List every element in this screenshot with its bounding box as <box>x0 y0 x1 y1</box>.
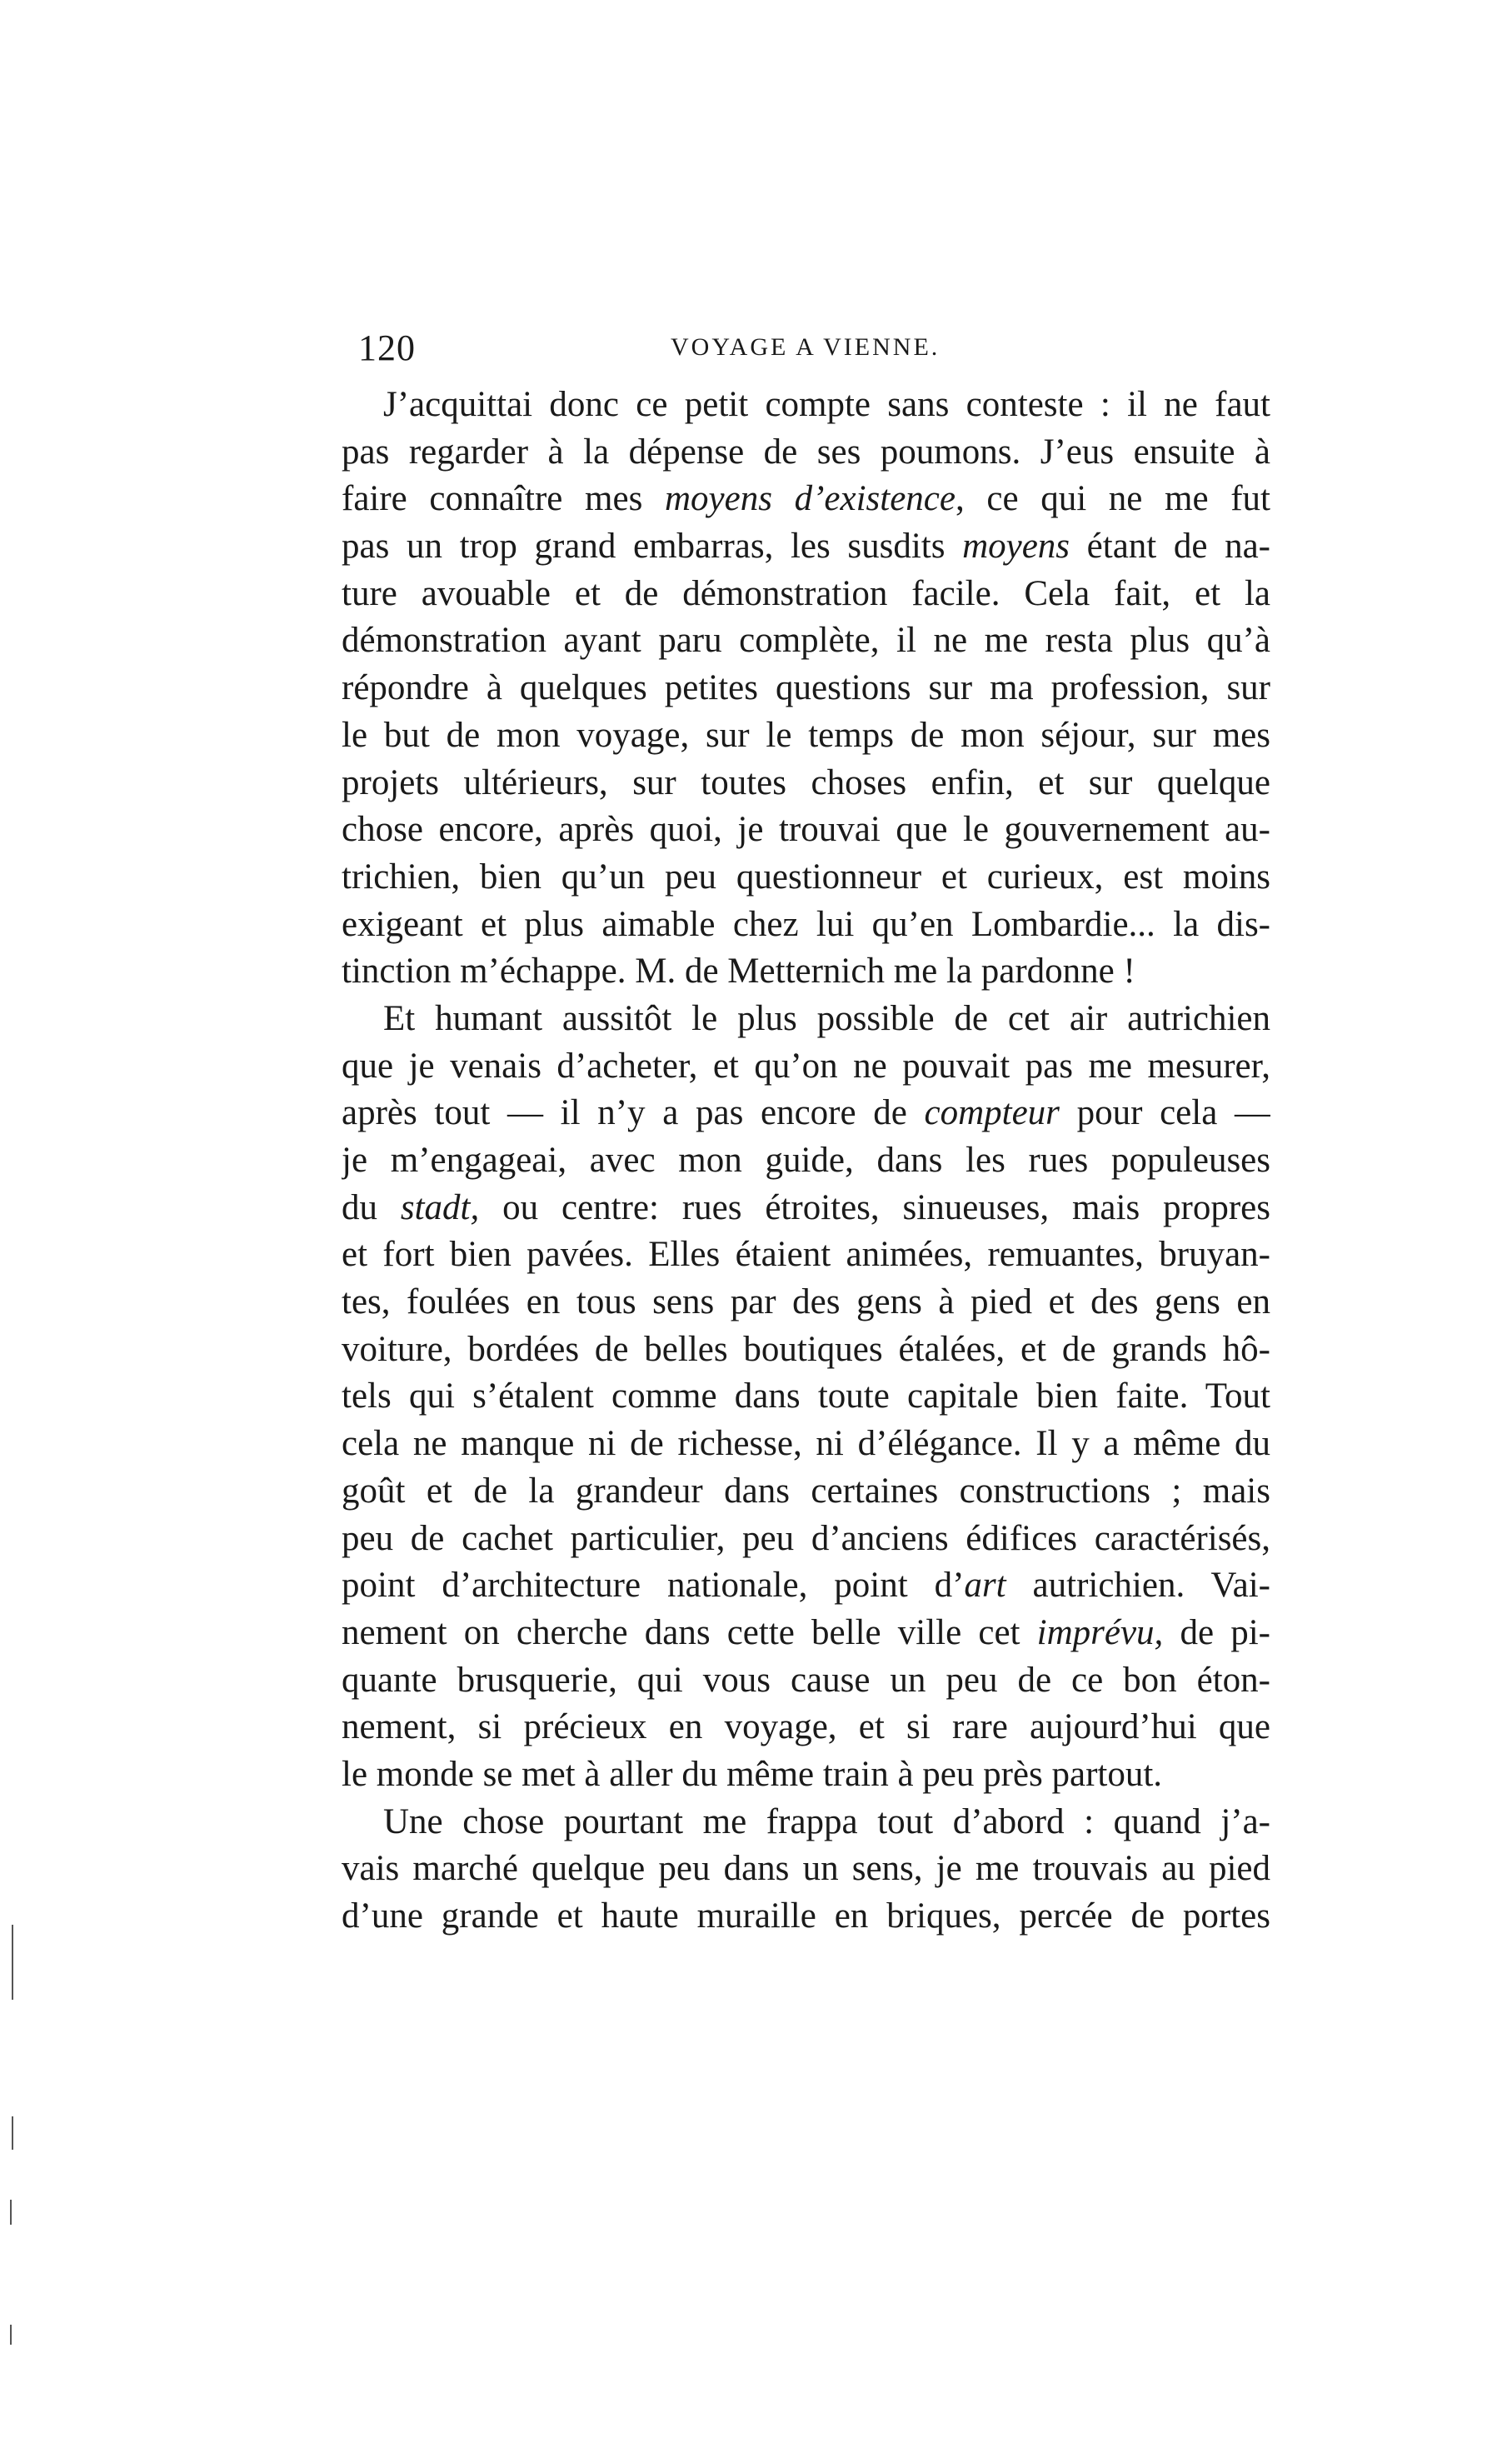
scan-artifact-mark <box>12 1925 13 2000</box>
text-run: le but de mon voyage, sur le temps de mon séjour, sur mes <box>342 715 1270 755</box>
text-line <box>342 854 1270 902</box>
text-line <box>342 948 1270 996</box>
text-line <box>342 1185 1270 1232</box>
text-run: voiture, bordées de belles boutiques étalées, et de grands hô- <box>342 1329 1270 1369</box>
text-run: quante brusquerie, qui vous cause un peu de ce bon éton- <box>342 1660 1270 1700</box>
text-line <box>342 476 1270 523</box>
text-line <box>342 1657 1270 1705</box>
text-line <box>342 902 1270 949</box>
text-line <box>342 617 1270 665</box>
running-title: VOYAGE A VIENNE. <box>671 333 941 361</box>
text-run: peu de cachet particulier, peu d’anciens édifices caractérisés, <box>342 1518 1270 1558</box>
italic-text-run: moyens d’existence <box>664 479 956 519</box>
text-run: ture avouable et de démonstration facile. Cela fait, et la <box>342 573 1270 613</box>
text-run: trichien, bien qu’un peu questionneur et curieux, est moins <box>342 857 1270 897</box>
text-line <box>342 1231 1270 1279</box>
text-line <box>342 712 1270 760</box>
text-run: ou centre: rues étroites, sinueuses, mais propres <box>479 1187 1270 1227</box>
text-run: faire connaître mes <box>342 479 665 519</box>
text-run: nement, si précieux en voyage, et si rare aujourd’hui que <box>342 1707 1270 1747</box>
text-line <box>342 1799 1270 1846</box>
text-run: après tout — il n’y a pas encore de <box>342 1093 925 1133</box>
text-run: cela ne manque ni de richesse, ni d’élégance. Il y a même du <box>342 1424 1270 1464</box>
text-line <box>342 807 1270 854</box>
italic-text-run: moyens <box>962 527 1070 567</box>
text-line <box>342 1516 1270 1563</box>
text-run: que je venais d’acheter, et qu’on ne pouvait pas me mesurer, <box>342 1046 1270 1086</box>
text-line <box>342 523 1270 571</box>
text-run: projets ultérieurs, sur toutes choses enfin, et sur quelque <box>342 762 1270 802</box>
text-run: le monde se met à aller du même train à peu près partout. <box>342 1754 1163 1794</box>
scan-artifact-mark <box>10 2325 12 2345</box>
text-run: je m’engageai, avec mon guide, dans les rues populeuses <box>342 1141 1270 1180</box>
text-run: pas regarder à la dépense de ses poumons. J’eus ensuite à <box>342 432 1270 472</box>
text-run: exigeant et plus aimable chez lui qu’en Lombardie... la dis- <box>342 904 1270 944</box>
text-line <box>342 1090 1270 1137</box>
text-run: pour cela — <box>1059 1093 1270 1133</box>
text-run: tinction m’échappe. M. de Metternich me la pardonne ! <box>342 952 1135 992</box>
page-number: 120 <box>358 327 416 368</box>
text-run: du <box>342 1187 401 1227</box>
text-run: chose encore, après quoi, je trouvai que le gouvernement au- <box>342 810 1270 850</box>
text-run: répondre à quelques petites questions sur ma profession, sur <box>342 668 1270 708</box>
text-line <box>342 1043 1270 1091</box>
text-run: nement on cherche dans cette belle ville cet <box>342 1612 1037 1652</box>
text-line <box>342 1704 1270 1751</box>
text-run: vais marché quelque peu dans un sens, je me trouvais au pied <box>342 1849 1270 1889</box>
text-run: goût et de la grandeur dans certaines constructions ; mais <box>342 1471 1270 1511</box>
text-line <box>342 996 1270 1043</box>
text-run: démonstration ayant paru complète, il ne me resta plus qu’à <box>342 621 1270 661</box>
text-run: Et humant aussitôt le plus possible de cet air autrichien <box>383 998 1270 1038</box>
italic-text-run: art <box>964 1566 1006 1606</box>
italic-text-run: imprévu, <box>1036 1612 1164 1652</box>
text-line <box>342 1751 1270 1799</box>
text-line <box>342 1893 1270 1941</box>
text-line <box>342 1137 1270 1185</box>
text-line <box>342 665 1270 712</box>
text-line <box>342 1846 1270 1893</box>
text-line <box>342 1562 1270 1610</box>
text-line <box>342 571 1270 618</box>
text-line <box>342 382 1270 429</box>
text-line <box>342 429 1270 477</box>
page-header <box>358 327 1275 377</box>
text-run: J’acquittai donc ce petit compte sans conteste : il ne faut <box>383 385 1270 424</box>
text-line <box>342 1326 1270 1374</box>
text-run: étant de na- <box>1070 527 1270 567</box>
text-line <box>342 1421 1270 1468</box>
text-run: pas un trop grand embarras, les susdits <box>342 527 963 567</box>
italic-text-run: compteur <box>924 1093 1060 1133</box>
scan-artifact-mark <box>12 2116 13 2150</box>
text-line <box>342 1468 1270 1516</box>
text-run: point d’architecture nationale, point d’ <box>342 1566 965 1606</box>
text-run: tels qui s’étalent comme dans toute capitale bien faite. Tout <box>342 1376 1270 1416</box>
text-line <box>342 1610 1270 1657</box>
italic-text-run: stadt, <box>400 1187 480 1227</box>
text-line <box>342 1373 1270 1421</box>
text-run: Une chose pourtant me frappa tout d’abord : quand j’a- <box>383 1801 1270 1841</box>
text-line <box>342 1279 1270 1326</box>
scan-artifact-mark <box>10 2200 12 2225</box>
text-run: et fort bien pavées. Elles étaient animées, remuantes, bruyan- <box>342 1235 1270 1275</box>
text-run: d’une grande et haute muraille en briques, percée de portes <box>342 1896 1270 1936</box>
text-line <box>342 760 1270 807</box>
text-run: , ce qui ne me fut <box>955 479 1270 519</box>
text-run: de pi- <box>1163 1612 1270 1652</box>
body-text <box>342 382 1270 1941</box>
text-run: tes, foulées en tous sens par des gens à pied et des gens en <box>342 1282 1270 1322</box>
text-run: autrichien. Vai- <box>1006 1566 1270 1606</box>
